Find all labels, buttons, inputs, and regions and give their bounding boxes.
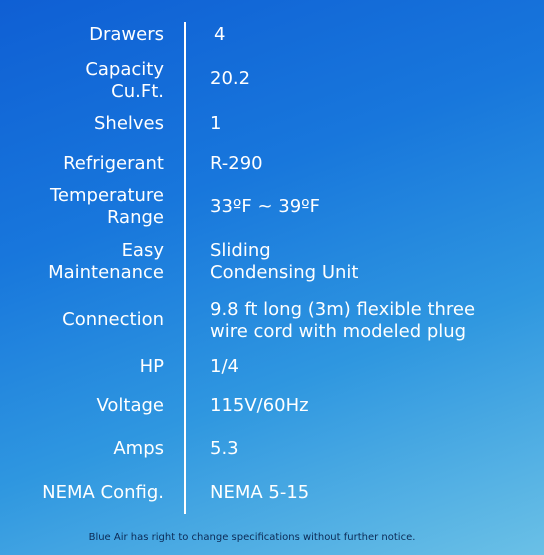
spec-value: NEMA 5-15 [210,482,310,503]
spec-value: R-290 [210,153,263,174]
spec-value: 4 [214,24,226,45]
spec-value: Sliding Condensing Unit [210,240,359,283]
spec-label: Voltage [96,395,164,416]
spec-label: Refrigerant [63,153,164,174]
spec-label: Temperature Range [49,185,164,228]
spec-label: NEMA Config. [42,482,164,503]
spec-label: Shelves [93,113,164,134]
disclaimer-footnote: Blue Air has right to change specifications without further notice. [88,532,416,543]
column-divider [184,22,186,514]
spec-label: Capacity Cu.Ft. [85,59,164,102]
spec-label: Connection [62,309,164,330]
spec-value: 9.8 ft long (3m) flexible three wire cord with modeled plug [210,299,476,342]
spec-label: Drawers [89,24,164,45]
spec-value: 1 [210,113,222,134]
spec-value: 33ºF ~ 39ºF [210,196,321,217]
spec-label: Amps [113,438,164,459]
spec-value: 115V/60Hz [210,395,309,416]
spec-value: 1/4 [210,356,239,377]
spec-value: 5.3 [210,438,239,459]
spec-label: Easy Maintenance [48,240,164,283]
spec-value: 20.2 [210,68,251,89]
spec-label: HP [139,356,164,377]
